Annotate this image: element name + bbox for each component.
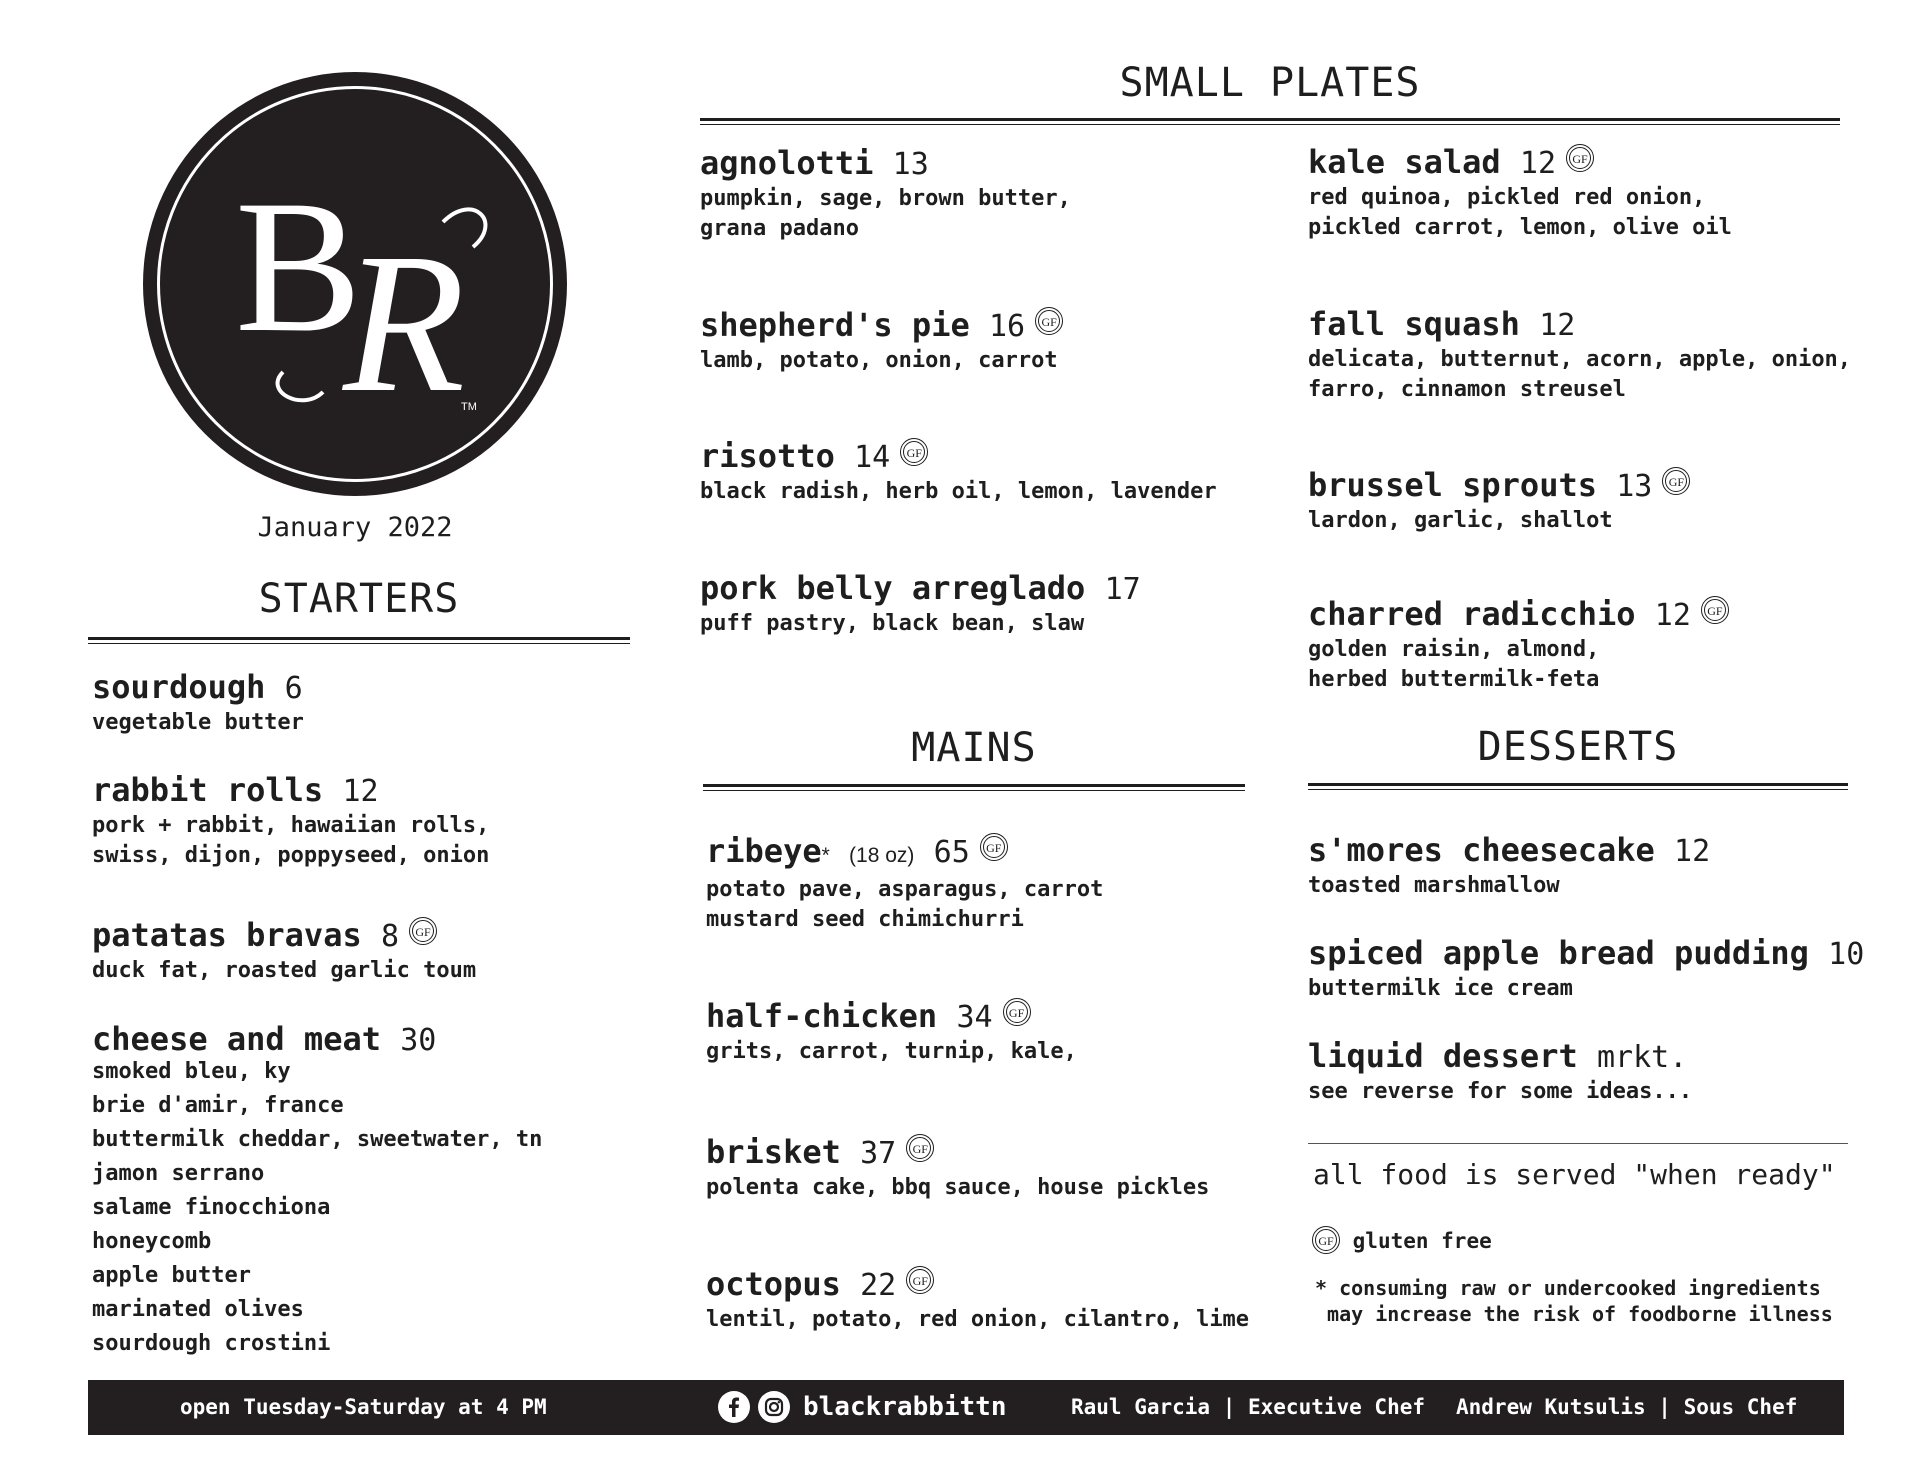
menu-item bbox=[700, 437, 1217, 507]
gf-icon: GF bbox=[1662, 467, 1690, 495]
menu-item bbox=[706, 1133, 1209, 1203]
dish-description: farro, cinnamon streusel bbox=[1308, 377, 1626, 402]
gf-icon: GF bbox=[1003, 998, 1031, 1026]
dish-name: octopus bbox=[706, 1265, 841, 1303]
dish-description: red quinoa, pickled red onion, bbox=[1308, 185, 1706, 210]
dish-description: toasted marshmallow bbox=[1308, 873, 1560, 898]
menu-item-title bbox=[92, 1020, 436, 1060]
gluten-free-legend bbox=[1312, 1228, 1492, 1256]
section-title-mains: MAINS bbox=[911, 725, 1037, 771]
dish-name: agnolotti bbox=[700, 144, 874, 182]
restaurant-logo bbox=[143, 72, 567, 496]
menu-item-title bbox=[706, 1133, 1209, 1173]
dish-price: 6 bbox=[284, 671, 303, 706]
dish-name: sourdough bbox=[92, 668, 266, 706]
dish-name: liquid dessert bbox=[1308, 1037, 1578, 1075]
dish-price: 16 bbox=[988, 309, 1026, 344]
menu-item-title bbox=[1308, 305, 1851, 345]
gf-icon: GF bbox=[900, 438, 928, 466]
dish-price: 14 bbox=[854, 440, 891, 475]
list-item: salame finocchiona bbox=[92, 1195, 331, 1220]
dish-description: polenta cake, bbq sauce, house pickles bbox=[706, 1175, 1210, 1200]
menu-item-title bbox=[700, 144, 1071, 184]
sous-chef-credit: Andrew Kutsulis | Sous Chef bbox=[1456, 1395, 1798, 1419]
dish-price: 37 bbox=[860, 1136, 897, 1171]
portion-size: (18 oz) bbox=[849, 844, 915, 867]
gf-icon: GF bbox=[980, 833, 1008, 861]
section-title-desserts: DESSERTS bbox=[1477, 724, 1679, 770]
menu-item bbox=[706, 832, 1103, 935]
logo-letter-b: B bbox=[235, 162, 362, 372]
gf-icon: GF bbox=[1566, 144, 1594, 172]
gf-icon: GF bbox=[1701, 596, 1729, 624]
menu-item bbox=[92, 916, 476, 986]
dish-name: s'mores cheesecake bbox=[1308, 831, 1655, 869]
menu-item-title bbox=[1308, 466, 1690, 506]
menu-item bbox=[700, 144, 1071, 244]
menu-item-title bbox=[700, 306, 1063, 346]
menu-item bbox=[1308, 143, 1732, 243]
dish-price: 12 bbox=[1654, 598, 1691, 633]
dish-description: pickled carrot, lemon, olive oil bbox=[1308, 215, 1732, 240]
dish-description: grits, carrot, turnip, kale, bbox=[706, 1039, 1077, 1064]
dish-price: 12 bbox=[1539, 308, 1576, 343]
menu-item bbox=[92, 1020, 436, 1060]
asterisk-mark: * bbox=[1315, 1276, 1328, 1300]
logo-letter-r: R bbox=[343, 213, 466, 434]
menu-item-title bbox=[700, 569, 1141, 609]
dish-name: rabbit rolls bbox=[92, 771, 324, 809]
dish-price: 12 bbox=[1519, 146, 1557, 181]
menu-item-title bbox=[706, 832, 1103, 875]
dish-name: risotto bbox=[700, 437, 835, 475]
list-item: jamon serrano bbox=[92, 1161, 265, 1186]
section-rule-starters bbox=[88, 637, 630, 644]
section-rule-desserts bbox=[1308, 783, 1848, 790]
dish-description: swiss, dijon, poppyseed, onion bbox=[92, 843, 490, 868]
cheese-and-meat-list bbox=[92, 1055, 542, 1361]
menu-item-title bbox=[1308, 831, 1710, 871]
opening-hours: open Tuesday-Saturday at 4 PM bbox=[180, 1395, 547, 1419]
list-item: sourdough crostini bbox=[92, 1331, 331, 1356]
dish-name: cheese and meat bbox=[92, 1020, 381, 1058]
list-item: marinated olives bbox=[92, 1297, 304, 1322]
dish-price: 22 bbox=[860, 1268, 897, 1303]
menu-item bbox=[92, 771, 489, 871]
dish-name: kale salad bbox=[1308, 143, 1501, 181]
menu-date: January 2022 bbox=[257, 512, 453, 543]
menu-item bbox=[1308, 934, 1864, 1004]
gluten-free-label: gluten free bbox=[1352, 1229, 1492, 1253]
dish-price: 12 bbox=[342, 774, 379, 809]
list-item: buttermilk cheddar, sweetwater, tn bbox=[92, 1127, 543, 1152]
dish-name: brisket bbox=[706, 1133, 841, 1171]
menu-item-title bbox=[92, 771, 489, 811]
dish-price: 8 bbox=[380, 919, 400, 954]
logo-monogram bbox=[143, 72, 567, 496]
dish-description: pork + rabbit, hawaiian rolls, bbox=[92, 813, 490, 838]
list-item: apple butter bbox=[92, 1263, 251, 1288]
menu-item bbox=[706, 1265, 1249, 1335]
dish-description: golden raisin, almond, bbox=[1308, 637, 1600, 662]
dish-description: black radish, herb oil, lemon, lavender bbox=[700, 479, 1217, 504]
section-title-small-plates: SMALL PLATES bbox=[1119, 60, 1421, 106]
dish-description: grana padano bbox=[700, 216, 859, 241]
menu-item bbox=[1308, 305, 1851, 405]
menu-item-title bbox=[92, 916, 476, 956]
dish-price: 65 bbox=[933, 835, 970, 870]
gf-icon: GF bbox=[906, 1266, 934, 1294]
gf-icon: GF bbox=[906, 1134, 934, 1162]
served-when-ready-note: all food is served "when ready" bbox=[1313, 1158, 1836, 1191]
dish-name: charred radicchio bbox=[1308, 595, 1636, 633]
dish-price: 34 bbox=[956, 1000, 993, 1035]
dish-description: puff pastry, black bean, slaw bbox=[700, 611, 1085, 636]
dish-name: pork belly arreglado bbox=[700, 569, 1086, 607]
dish-description: duck fat, roasted garlic toum bbox=[92, 958, 477, 983]
dish-price: 13 bbox=[892, 147, 929, 182]
dish-name: patatas bravas bbox=[92, 916, 362, 954]
menu-item bbox=[92, 668, 304, 738]
menu-item-title bbox=[706, 1265, 1249, 1305]
dish-price: 12 bbox=[1674, 834, 1711, 869]
dish-description: lamb, potato, onion, carrot bbox=[700, 348, 1058, 373]
raw-warning-mark: * bbox=[821, 844, 830, 867]
list-item: smoked bleu, ky bbox=[92, 1059, 291, 1084]
dish-description: vegetable butter bbox=[92, 710, 304, 735]
dish-name: brussel sprouts bbox=[1308, 466, 1597, 504]
social-handle[interactable]: blackrabbittn bbox=[803, 1392, 1007, 1422]
menu-item bbox=[700, 306, 1063, 376]
menu-item-title bbox=[700, 437, 1217, 477]
menu-item bbox=[706, 997, 1077, 1067]
raw-ingredients-warning bbox=[1315, 1275, 1833, 1327]
menu-item bbox=[1308, 1037, 1692, 1107]
menu-item-title bbox=[1308, 143, 1732, 183]
dish-description: pumpkin, sage, brown butter, bbox=[700, 186, 1071, 211]
list-item: brie d'amir, france bbox=[92, 1093, 344, 1118]
dish-name: fall squash bbox=[1308, 305, 1520, 343]
footer-bar bbox=[88, 1380, 1844, 1435]
menu-item bbox=[1308, 831, 1710, 901]
dish-description: buttermilk ice cream bbox=[1308, 976, 1573, 1001]
menu-item-title bbox=[706, 997, 1077, 1037]
dish-name: shepherd's pie bbox=[700, 306, 970, 344]
dish-description: delicata, butternut, acorn, apple, onion, bbox=[1308, 347, 1852, 372]
instagram-icon[interactable] bbox=[758, 1391, 790, 1423]
warning-line-1: consuming raw or undercooked ingredients bbox=[1339, 1276, 1821, 1300]
dish-price: 17 bbox=[1104, 572, 1141, 607]
menu-item bbox=[1308, 595, 1729, 695]
gf-icon: GF bbox=[409, 917, 437, 945]
executive-chef-credit: Raul Garcia | Executive Chef bbox=[1071, 1395, 1426, 1419]
menu-item bbox=[1308, 466, 1690, 536]
warning-line-2: may increase the risk of foodborne illness bbox=[1327, 1302, 1833, 1326]
dish-description: herbed buttermilk-feta bbox=[1308, 667, 1600, 692]
dish-name: ribeye bbox=[706, 832, 822, 870]
dish-name: half-chicken bbox=[706, 997, 938, 1035]
dish-description: see reverse for some ideas... bbox=[1308, 1079, 1693, 1104]
menu-item-title bbox=[1308, 934, 1864, 974]
dish-description: potato pave, asparagus, carrot bbox=[706, 877, 1104, 902]
dish-description: mustard seed chimichurri bbox=[706, 907, 1024, 932]
menu-item-title bbox=[1308, 595, 1729, 635]
menu-item-title bbox=[1308, 1037, 1692, 1077]
dish-price: 30 bbox=[400, 1023, 437, 1058]
dish-price: 13 bbox=[1616, 469, 1653, 504]
facebook-icon[interactable] bbox=[718, 1391, 750, 1423]
dish-price: mrkt. bbox=[1596, 1040, 1688, 1075]
dish-name: spiced apple bread pudding bbox=[1308, 934, 1809, 972]
trademark-mark: TM bbox=[461, 401, 477, 413]
section-title-starters: STARTERS bbox=[258, 576, 460, 622]
gf-icon: GF bbox=[1312, 1226, 1340, 1254]
gf-icon: GF bbox=[1035, 307, 1063, 335]
section-rule-mains bbox=[703, 784, 1245, 791]
section-rule-small-plates bbox=[700, 118, 1840, 125]
dish-description: lentil, potato, red onion, cilantro, lime bbox=[706, 1307, 1250, 1332]
dish-description: lardon, garlic, shallot bbox=[1308, 508, 1613, 533]
dish-price: 10 bbox=[1828, 937, 1865, 972]
notes-divider bbox=[1308, 1143, 1848, 1144]
menu-item bbox=[700, 569, 1141, 639]
list-item: honeycomb bbox=[92, 1229, 212, 1254]
menu-item-title bbox=[92, 668, 304, 708]
